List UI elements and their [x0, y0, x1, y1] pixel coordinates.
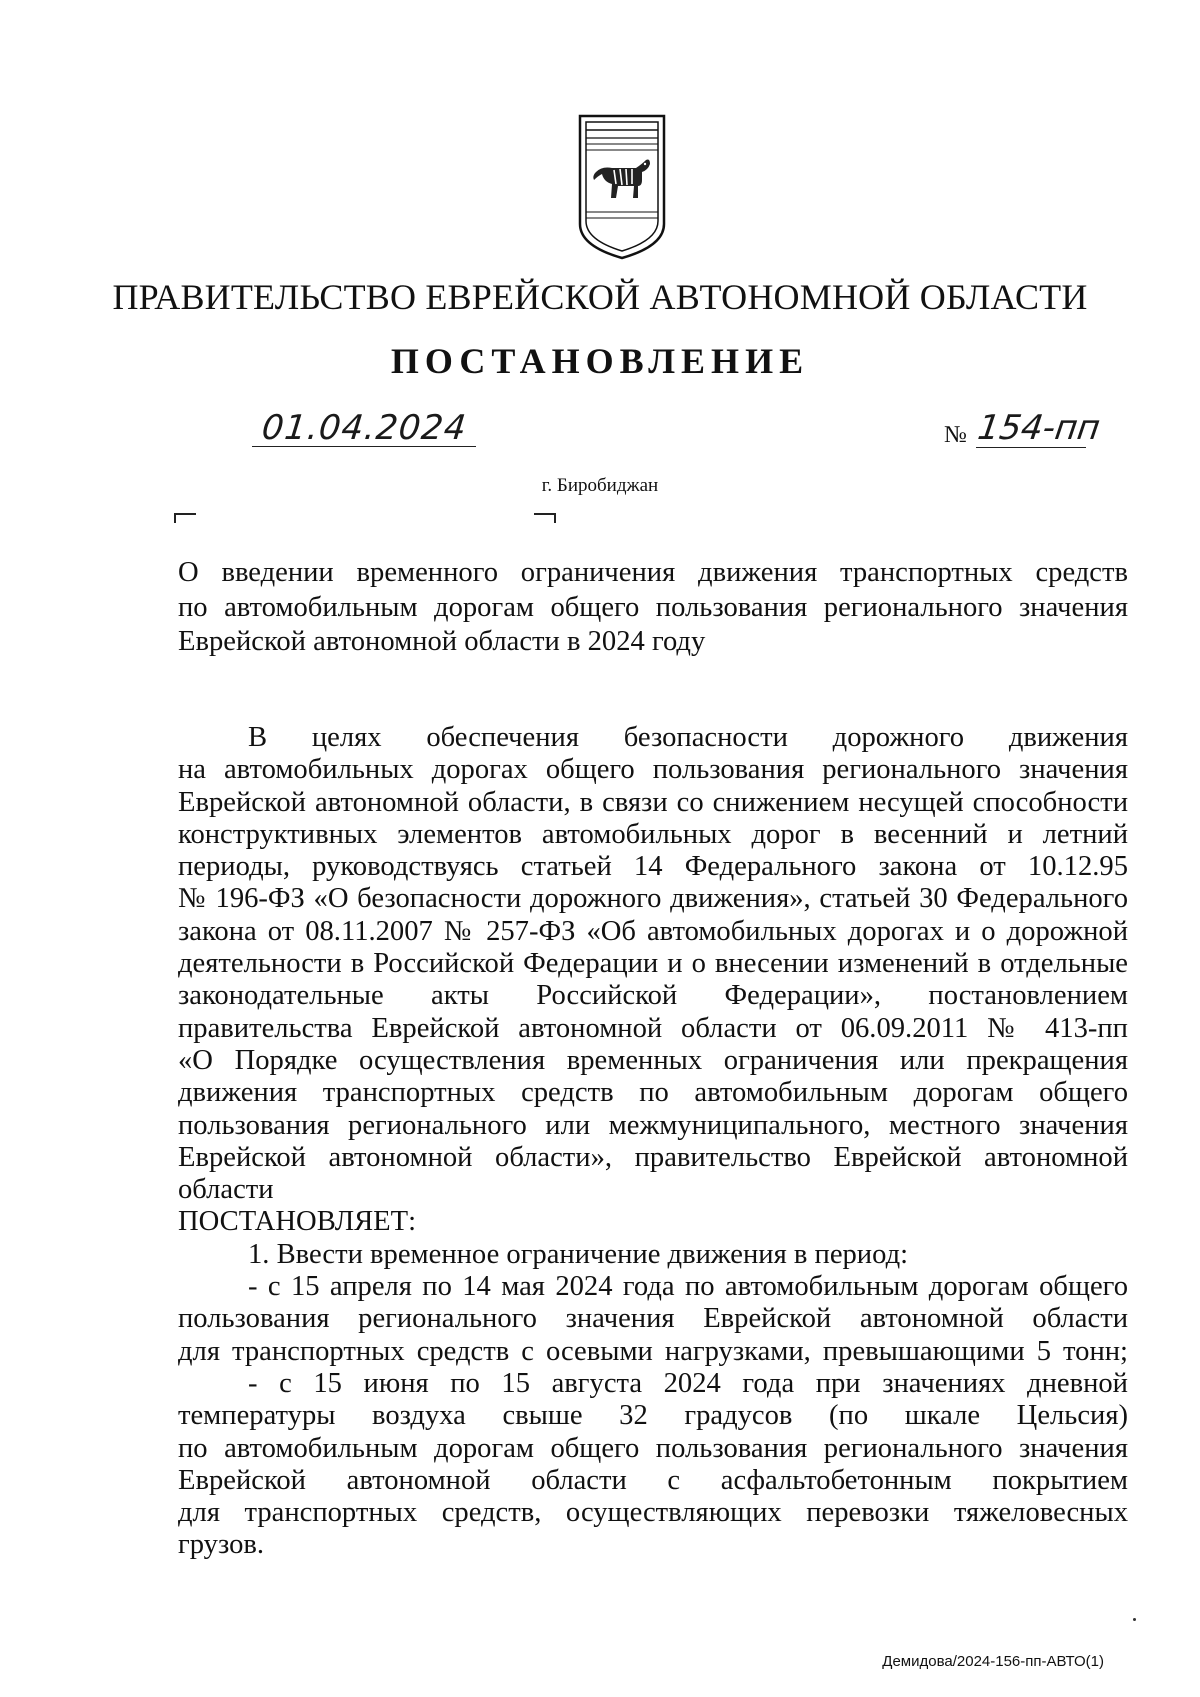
text-line: правительства Еврейской автономной области от 06.09.2011 № 413-пп: [178, 1012, 1128, 1044]
text-line: В целях обеспечения безопасности дорожного движения: [248, 722, 1128, 753]
footer-reference: Демидова/2024-156-пп-АВТО(1): [882, 1653, 1104, 1670]
text-line: закона от 08.11.2007 № 257-ФЗ «Об автомобильных дорогах и о дорожной: [178, 915, 1128, 947]
number-sign: №: [944, 422, 967, 448]
title-line: Еврейской автономной области в 2024 году: [178, 626, 706, 657]
scan-speck: [1133, 1618, 1136, 1621]
text-line: Еврейской автономной области, в связи со снижением несущей способности: [178, 786, 1128, 818]
organization-title: ПРАВИТЕЛЬСТВО ЕВРЕЙСКОЙ АВТОНОМНОЙ ОБЛАСТИ: [112, 277, 1088, 317]
document-title: [178, 556, 1128, 660]
text-line: деятельности в Российской Федерации и о внесении изменений в отдельные: [178, 948, 1128, 980]
number-underline: [976, 447, 1086, 448]
text-line: пользования регионального или межмуниципального, местного значения: [178, 1109, 1128, 1141]
text-line: движения транспортных средств по автомобильным дорогам общего: [178, 1077, 1128, 1109]
title-line: О введении временного ограничения движения транспортных средств: [178, 557, 1128, 588]
item-1-intro: 1. Ввести временное ограничение движения в период:: [248, 1238, 909, 1270]
text-line: для транспортных средств, осуществляющих перевозки тяжеловесных: [178, 1497, 1128, 1529]
title-corner-left: [174, 513, 196, 523]
text-line: по автомобильным дорогам общего пользования регионального значения: [178, 1432, 1128, 1464]
handwritten-date: 01.04.2024: [259, 408, 469, 448]
text-line: области: [178, 1174, 274, 1206]
title-corner-right: [534, 513, 556, 523]
text-line: конструктивных элементов автомобильных дорог в весенний и летний: [178, 818, 1128, 850]
text-line: - с 15 апреля по 14 мая 2024 года по автомобильным дорогам общего: [248, 1271, 1128, 1303]
tiger-coat-of-arms-icon: [578, 114, 666, 260]
text-line: - с 15 июня по 15 августа 2024 года при значениях дневной: [248, 1367, 1128, 1399]
text-line: пользования регионального значения Еврейской автономной области: [178, 1303, 1128, 1335]
text-line: на автомобильных дорогах общего пользования регионального значения: [178, 754, 1128, 786]
city-name: г. Биробиджан: [541, 475, 659, 496]
title-line: по автомобильным дорогам общего пользования регионального значения: [178, 591, 1128, 623]
text-line: законодательные акты Российской Федерации», постановлением: [178, 980, 1128, 1012]
text-line: № 196-ФЗ «О безопасности дорожного движения», статьей 30 Федерального: [178, 883, 1128, 915]
resolves-heading: ПОСТАНОВЛЯЕТ:: [178, 1206, 417, 1238]
text-line: грузов.: [178, 1529, 265, 1561]
date-underline: [252, 446, 476, 447]
text-line: температуры воздуха свыше 32 градусов (по шкале Цельсия): [178, 1400, 1128, 1432]
text-line: Еврейской автономной области», правительство Еврейской автономной: [178, 1141, 1128, 1173]
text-line: для транспортных средств с осевыми нагрузками, превышающими 5 тонн;: [178, 1335, 1128, 1367]
preamble-paragraph: [178, 722, 1128, 1562]
text-line: Еврейской автономной области с асфальтобетонным покрытием: [178, 1464, 1128, 1496]
text-line: «О Порядке осуществления временных ограничения или прекращения: [178, 1044, 1128, 1076]
text-line: периоды, руководствуясь статьей 14 Федерального закона от 10.12.95: [178, 851, 1128, 883]
document-type: ПОСТАНОВЛЕНИЕ: [390, 341, 810, 381]
handwritten-number: 154-пп: [975, 408, 1103, 448]
